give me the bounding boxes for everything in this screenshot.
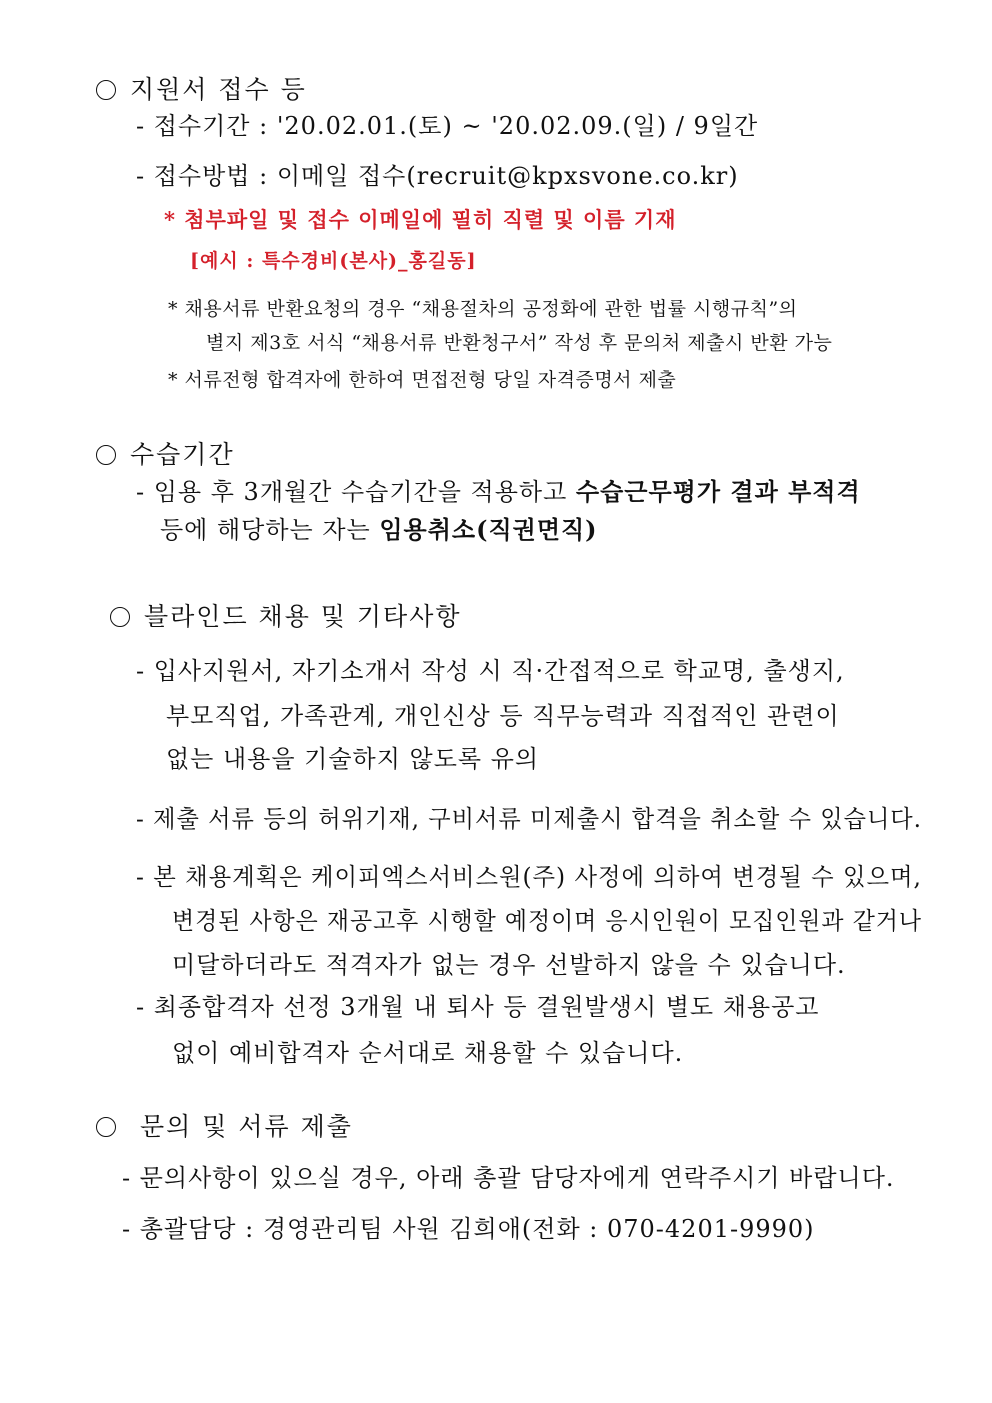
blind-item1-line2: 부모직업, 가족관계, 개인신상 등 직무능력과 직접적인 관련이: [166, 702, 840, 730]
circle-bullet-icon: [96, 80, 116, 100]
probation-line1: - 임용 후 3개월간 수습기간을 적용하고 수습근무평가 결과 부적격: [136, 477, 861, 506]
attachment-note: * 첨부파일 및 접수 이메일에 필히 직렬 및 이름 기재: [164, 207, 677, 232]
probation-line2: 등에 해당하는 자는 임용취소(직권면직): [160, 515, 598, 544]
inquiry-line1: - 문의사항이 있으실 경우, 아래 총괄 담당자에게 연락주시기 바랍니다.: [122, 1164, 895, 1192]
circle-bullet-icon: [96, 1117, 116, 1137]
return-note-line1: * 채용서류 반환요청의 경우 “채용절차의 공정화에 관한 법률 시행규칙”의: [168, 298, 798, 320]
blind-item1-line1: - 입사지원서, 자기소개서 작성 시 직·간접적으로 학교명, 출생지,: [136, 657, 845, 685]
inquiry-contact: - 총괄담당 : 경영관리팀 사원 김희애(전화 : 070-4201-9990): [122, 1215, 815, 1243]
circle-bullet-icon: [110, 607, 130, 627]
return-note-line2: 별지 제3호 서식 “채용서류 반환청구서” 작성 후 문의처 제출시 반환 가능: [206, 332, 833, 354]
circle-bullet-icon: [96, 445, 116, 465]
blind-item2: - 제출 서류 등의 허위기재, 구비서류 미제출시 합격을 취소할 수 있습니다.: [136, 805, 922, 833]
blind-item3-line2: 변경된 사항은 재공고후 시행할 예정이며 응시인원이 모집인원과 같거나: [172, 907, 922, 935]
section-heading-application: 지원서 접수 등: [96, 76, 307, 105]
certificate-note: * 서류전형 합격자에 한하여 면접전형 당일 자격증명서 제출: [168, 369, 677, 391]
section-heading-inquiry: 문의 및 서류 제출: [96, 1113, 353, 1142]
blind-item4-line1: - 최종합격자 선정 3개월 내 퇴사 등 결원발생시 별도 채용공고: [136, 993, 820, 1021]
section-heading-blind: 블라인드 채용 및 기타사항: [110, 603, 462, 632]
section-heading-probation: 수습기간: [96, 441, 235, 470]
blind-item3-line3: 미달하더라도 적격자가 없는 경우 선발하지 않을 수 있습니다.: [172, 951, 846, 979]
application-period: - 접수기간 : '20.02.01.(토) ~ '20.02.09.(일) / 9일간: [136, 112, 759, 140]
blind-item1-line3: 없는 내용을 기술하지 않도록 유의: [166, 745, 540, 773]
attachment-example: [예시 : 특수경비(본사)_홍길동]: [190, 250, 477, 272]
blind-item4-line2: 없이 예비합격자 순서대로 채용할 수 있습니다.: [172, 1039, 684, 1067]
application-method: - 접수방법 : 이메일 접수(recruit@kpxsvone.co.kr): [136, 162, 739, 190]
blind-item3-line1: - 본 채용계획은 케이피엑스서비스원(주) 사정에 의하여 변경될 수 있으며,: [136, 863, 922, 891]
